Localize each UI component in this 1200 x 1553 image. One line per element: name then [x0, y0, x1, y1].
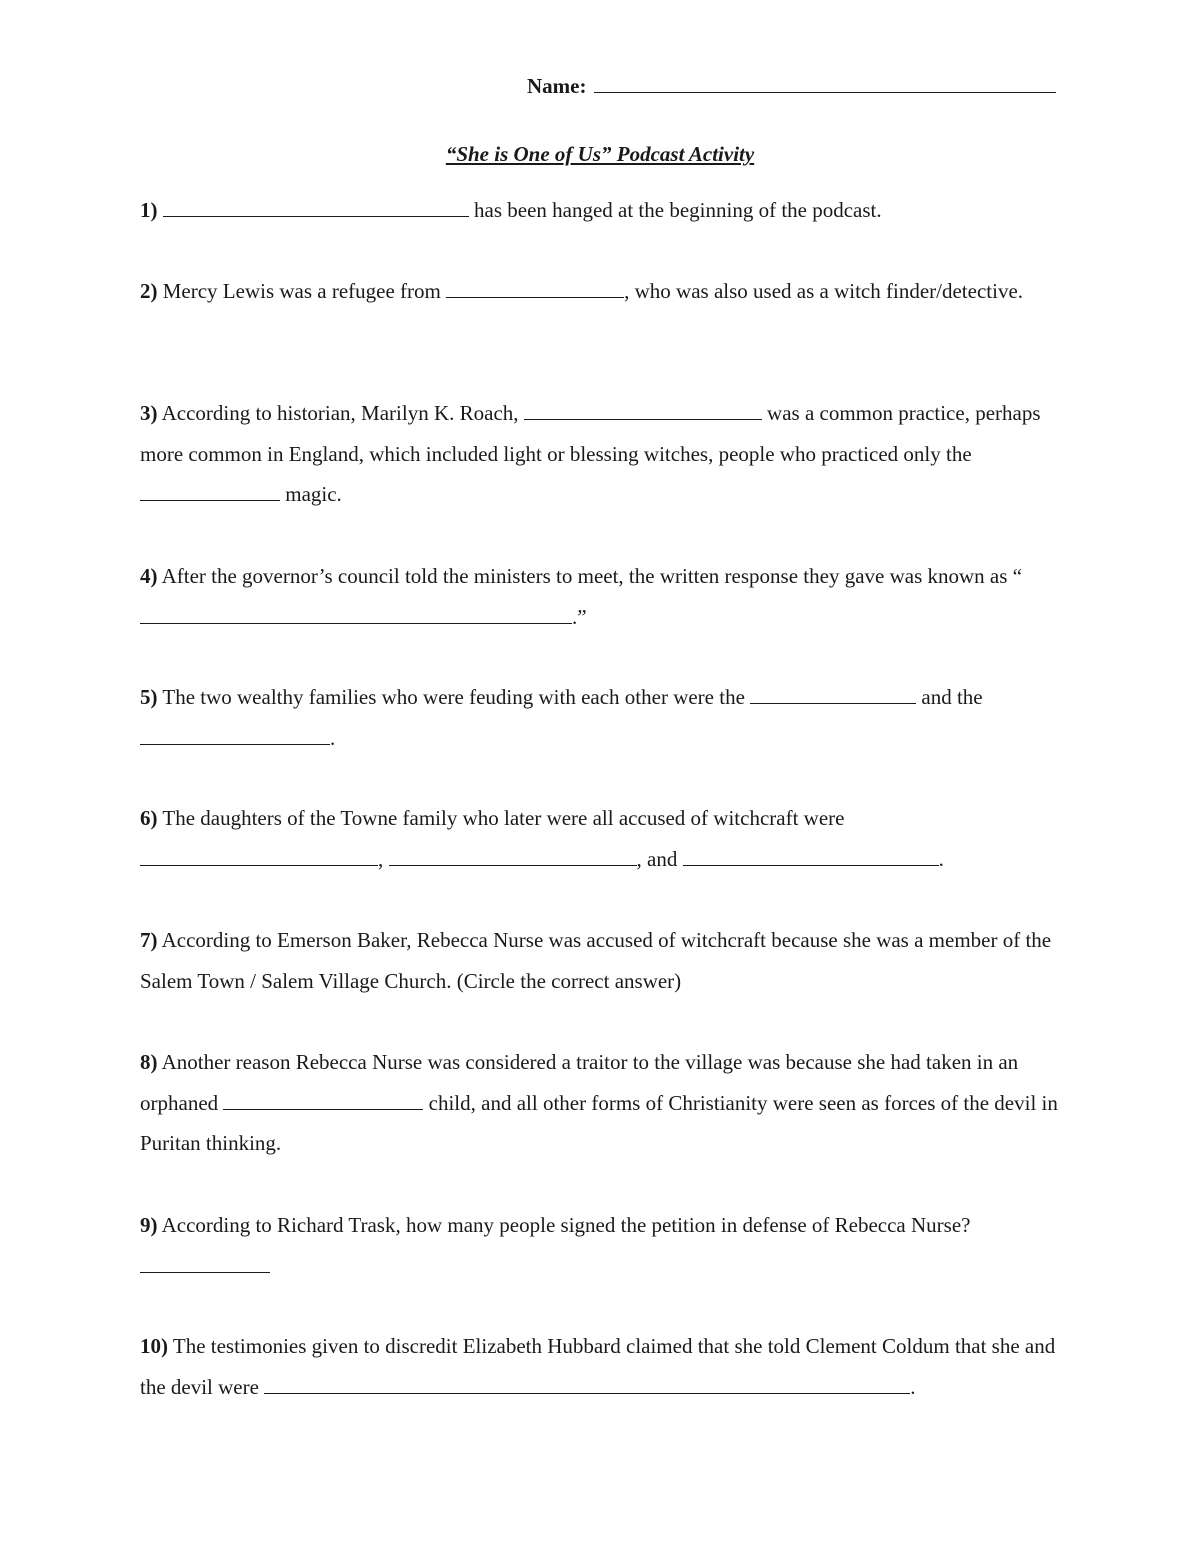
answer-blank[interactable]	[140, 482, 280, 501]
question-number: 3)	[140, 401, 158, 425]
answer-blank[interactable]	[524, 401, 762, 420]
question-number: 7)	[140, 928, 158, 952]
question-10: 10) The testimonies given to discredit Elizabeth Hubbard claimed that she told Clement Coldum that she and the devil were .	[140, 1334, 1056, 1399]
question-4: 4) After the governor’s council told the ministers to meet, the written response they gave was known as “.”	[140, 564, 1022, 629]
question-number: 1)	[140, 198, 158, 222]
answer-blank[interactable]	[446, 279, 624, 298]
answer-blank[interactable]	[140, 605, 572, 624]
answer-blank[interactable]	[389, 847, 637, 866]
question-8: 8) Another reason Rebecca Nurse was considered a traitor to the village was because she had taken in an orphaned child, and all other forms of Christianity were seen as forces of the devil in Puritan thinking.	[140, 1050, 1058, 1155]
question-number: 8)	[140, 1050, 158, 1074]
worksheet-title: “She is One of Us” Podcast Activity	[445, 142, 755, 166]
question-number: 9)	[140, 1213, 158, 1237]
answer-blank[interactable]	[163, 198, 469, 217]
name-blank[interactable]	[594, 72, 1056, 93]
question-number: 2)	[140, 279, 158, 303]
name-label: Name:	[527, 74, 587, 98]
question-number: 6)	[140, 806, 158, 830]
question-9: 9) According to Richard Trask, how many people signed the petition in defense of Rebecca Nurse?	[140, 1205, 1060, 1286]
answer-blank[interactable]	[223, 1091, 423, 1110]
name-field	[527, 72, 1056, 99]
question-2: 2) Mercy Lewis was a refugee from , who was also used as a witch finder/detective.	[140, 279, 1024, 303]
question-number: 4)	[140, 564, 158, 588]
answer-blank[interactable]	[750, 685, 916, 704]
answer-blank[interactable]	[140, 726, 330, 745]
question-number: 5)	[140, 685, 158, 709]
question-7: 7) According to Emerson Baker, Rebecca Nurse was accused of witchcraft because she was a member of the Salem Town / Salem Village Church. (Circle the correct answer)	[140, 928, 1052, 993]
answer-blank[interactable]	[264, 1375, 910, 1394]
question-number: 10)	[140, 1334, 168, 1358]
answer-blank[interactable]	[140, 1254, 270, 1273]
question-3: 3) According to historian, Marilyn K. Roach, was a common practice, perhaps more common in England, which included light or blessing witches, people who practiced only the magic.	[140, 401, 1041, 506]
question-1: 1) has been hanged at the beginning of the podcast.	[140, 198, 882, 222]
answer-blank[interactable]	[683, 847, 939, 866]
question-5: 5) The two wealthy families who were feuding with each other were the and the .	[140, 685, 983, 750]
answer-blank[interactable]	[140, 847, 378, 866]
question-6: 6) The daughters of the Towne family who later were all accused of witchcraft were , , and .	[140, 806, 944, 871]
